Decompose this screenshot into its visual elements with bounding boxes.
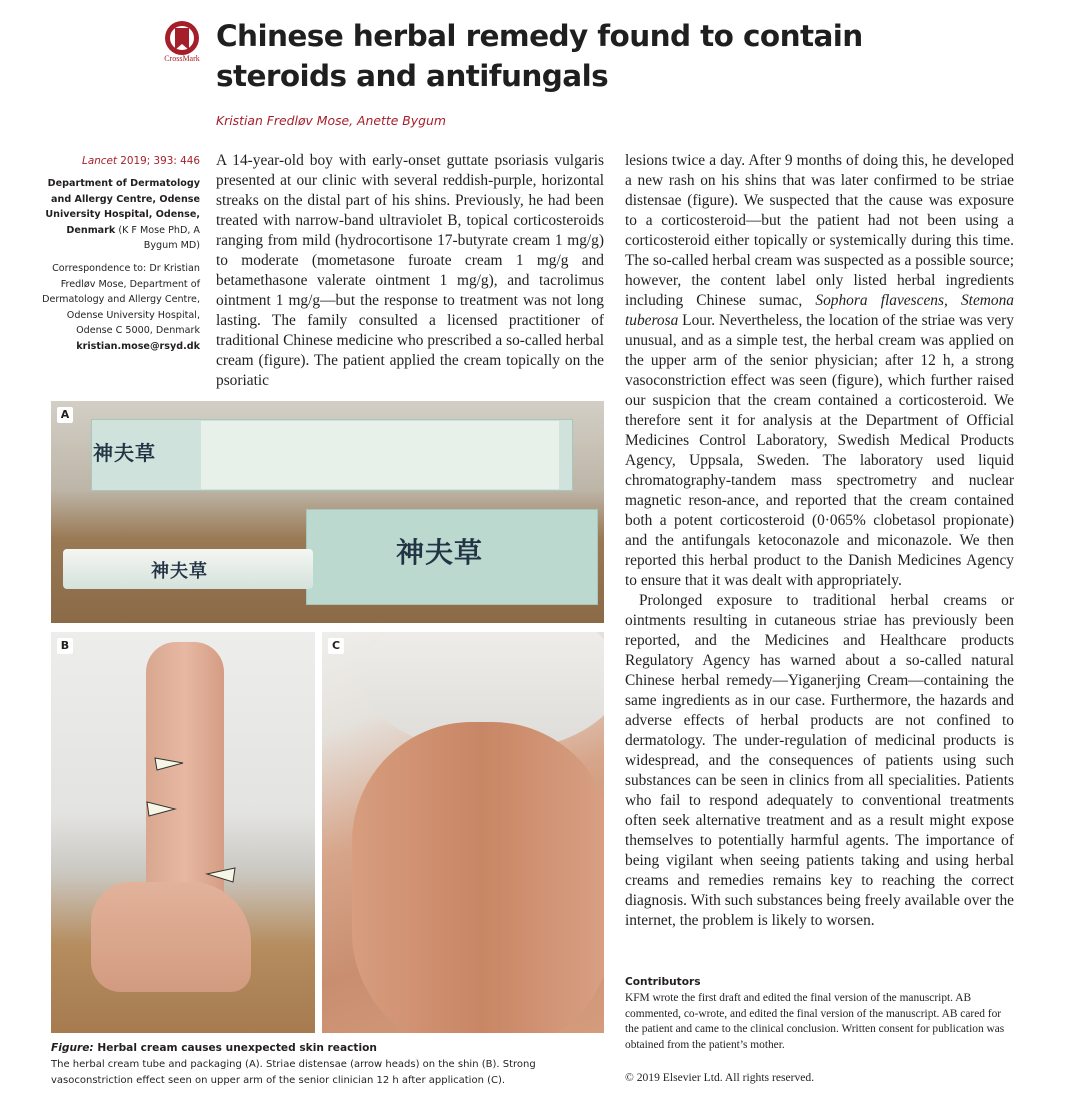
figure-panel-a	[51, 401, 604, 623]
figure-caption: The herbal cream tube and packaging (A). Striae distensae (arrow heads) on the shin (B). Strong vasoconstriction effect seen on upper arm of the senior clinician 12 h after application (C).	[51, 1059, 536, 1086]
upper-arm	[352, 722, 604, 1033]
affiliation-authors: (K F Mose PhD, A Bygum MD)	[115, 224, 200, 252]
figure-label: Figure:	[51, 1042, 94, 1054]
arrowhead-2	[147, 802, 175, 816]
copyright: © 2019 Elsevier Ltd. All rights reserved.	[625, 1071, 815, 1084]
figure-panel-c	[322, 632, 604, 1033]
arrowhead-1	[155, 758, 183, 770]
crossmark-label: CrossMark	[164, 54, 200, 63]
contributors-text: KFM wrote the first draft and edited the final version of the manuscript. AB commented, co-wrote, and edited the final version of the manuscript. AB cared for the patient and came to the clinical conclusion. Written consent for publication was obtained from the patient’s mother.	[625, 992, 1005, 1051]
panel-label-b: B	[57, 638, 73, 654]
citation-journal: Lancet	[82, 155, 117, 167]
contributors-heading: Contributors	[625, 976, 701, 988]
article-title: Chinese herbal remedy found to contain steroids and antifungals	[216, 19, 863, 93]
correspondence	[40, 261, 200, 355]
paragraph-1-text-b: Lour. Nevertheless, the location of the striae was very unusual, and as a simple test, the herbal cream was applied on the upper arm of the senior physician; after 12 h, a strong vasoconstriction effect was seen (figure), which further raised our suspicion that the cream contained a corticosteroid. We therefore sent it for analysis at the Department of Official Medicines Control Laboratory, Swedish Medical Products Agency, Uppsala, Sweden. The laboratory used liquid chromatography-tandem mass spectrometry and nuclear magnetic reson-ance, and reported that the cream contained both a potent corticosteroid (0·065% clobetasol propionate) and the antifungals ketoconazole and miconazole. We then reported this herbal product to the Danish Medicines Agency to ensure that it was dealt with appropriately.	[625, 312, 1014, 589]
arrowheads	[51, 632, 315, 1033]
paragraph-2: Prolonged exposure to traditional herbal creams or ointments resulting in cutaneous striae has previously been reported, and the Medicines and Healthcare products Regulatory Agency has warned about a so-called natural Chinese herbal remedy—Yiganerjing Cream—containing the same ingredients as in our case. Furthermore, the hazards and adverse effects of herbal products are not confined to dermatology. The under-regulation of medicinal products is widespread, and the consequences of patients using such substances can be seen in clinics from all specialities. Patients who fail to respond adequately to conventional treatments often seek alternative treatment and as a result might expose themselves to potentially harmful agents. The importance of being vigilant when seeing patients taking and using herbal creams and remedies remains key to reaching the correct diagnosis. With such substances being freely available over the internet, the problem is likely to worsen.	[625, 592, 1014, 929]
carton-brand: 神夫草	[396, 536, 484, 569]
paragraph-1-text-a: lesions twice a day. After 9 months of doing this, he developed a new rash on his shins that was later confirmed to be striae distensae (figure). We suspected that the cause was exposure to a corticosteroid—but the patient had not been using a corticosteroid either topically or systemically during this time. The so-called herbal cream was suspected as a possible source; however, the content label only listed herbal ingredients including Chinese sumac,	[625, 152, 1014, 309]
citation	[40, 154, 200, 170]
authors: Kristian Fredløv Mose, Anette Bygum	[216, 113, 446, 128]
figure-panel-b	[51, 632, 315, 1033]
figure-title: Herbal cream causes unexpected skin reaction	[93, 1042, 377, 1054]
panel-label-c: C	[328, 638, 344, 654]
body-column-2	[625, 151, 1014, 931]
packaging-brand: 神夫草	[93, 441, 156, 465]
paragraph-1	[625, 151, 1014, 591]
citation-details: 2019; 393: 446	[116, 155, 200, 167]
packaging-ingredients-label	[201, 421, 559, 489]
correspondence-address: Correspondence to: Dr Kristian Fredløv Mose, Department of Dermatology and Allergy Centre, Odense University Hospital, Odense C 5000, Denmark	[42, 263, 200, 337]
paragraph-1-species: Sophora flavescens, Stemona tuberosa	[625, 292, 1014, 329]
tube-brand: 神夫草	[151, 561, 208, 582]
body-column-1: A 14-year-old boy with early-onset guttate psoriasis vulgaris presented at our clinic with several reddish-purple, horizontal streaks on the distal part of his shins. Previously, he had been treated with narrow-band ultraviolet B, topical corticosteroids ranging from mild (hydrocortisone 17-butyrate cream 1 mg/g) to moderate (mometasone furoate cream 1 mg/g and betamethasone valerate ointment 1 mg/g), and tacrolimus ointment 1 mg/g—but the response to treatment was not long lasting. The family consulted a licensed practitioner of traditional Chinese medicine who prescribed a so-called herbal cream (figure). The patient applied the cream topically on the psoriatic	[216, 152, 604, 389]
correspondence-email[interactable]: kristian.mose@rsyd.dk	[76, 340, 200, 352]
arrowhead-3	[207, 868, 235, 882]
figure-caption-title	[51, 1042, 377, 1054]
panel-label-a: A	[57, 407, 73, 423]
affiliation-department: Department of Dermatology and Allergy Centre, Odense University Hospital, Odense, Denmark	[45, 178, 200, 236]
affiliation	[40, 176, 200, 254]
